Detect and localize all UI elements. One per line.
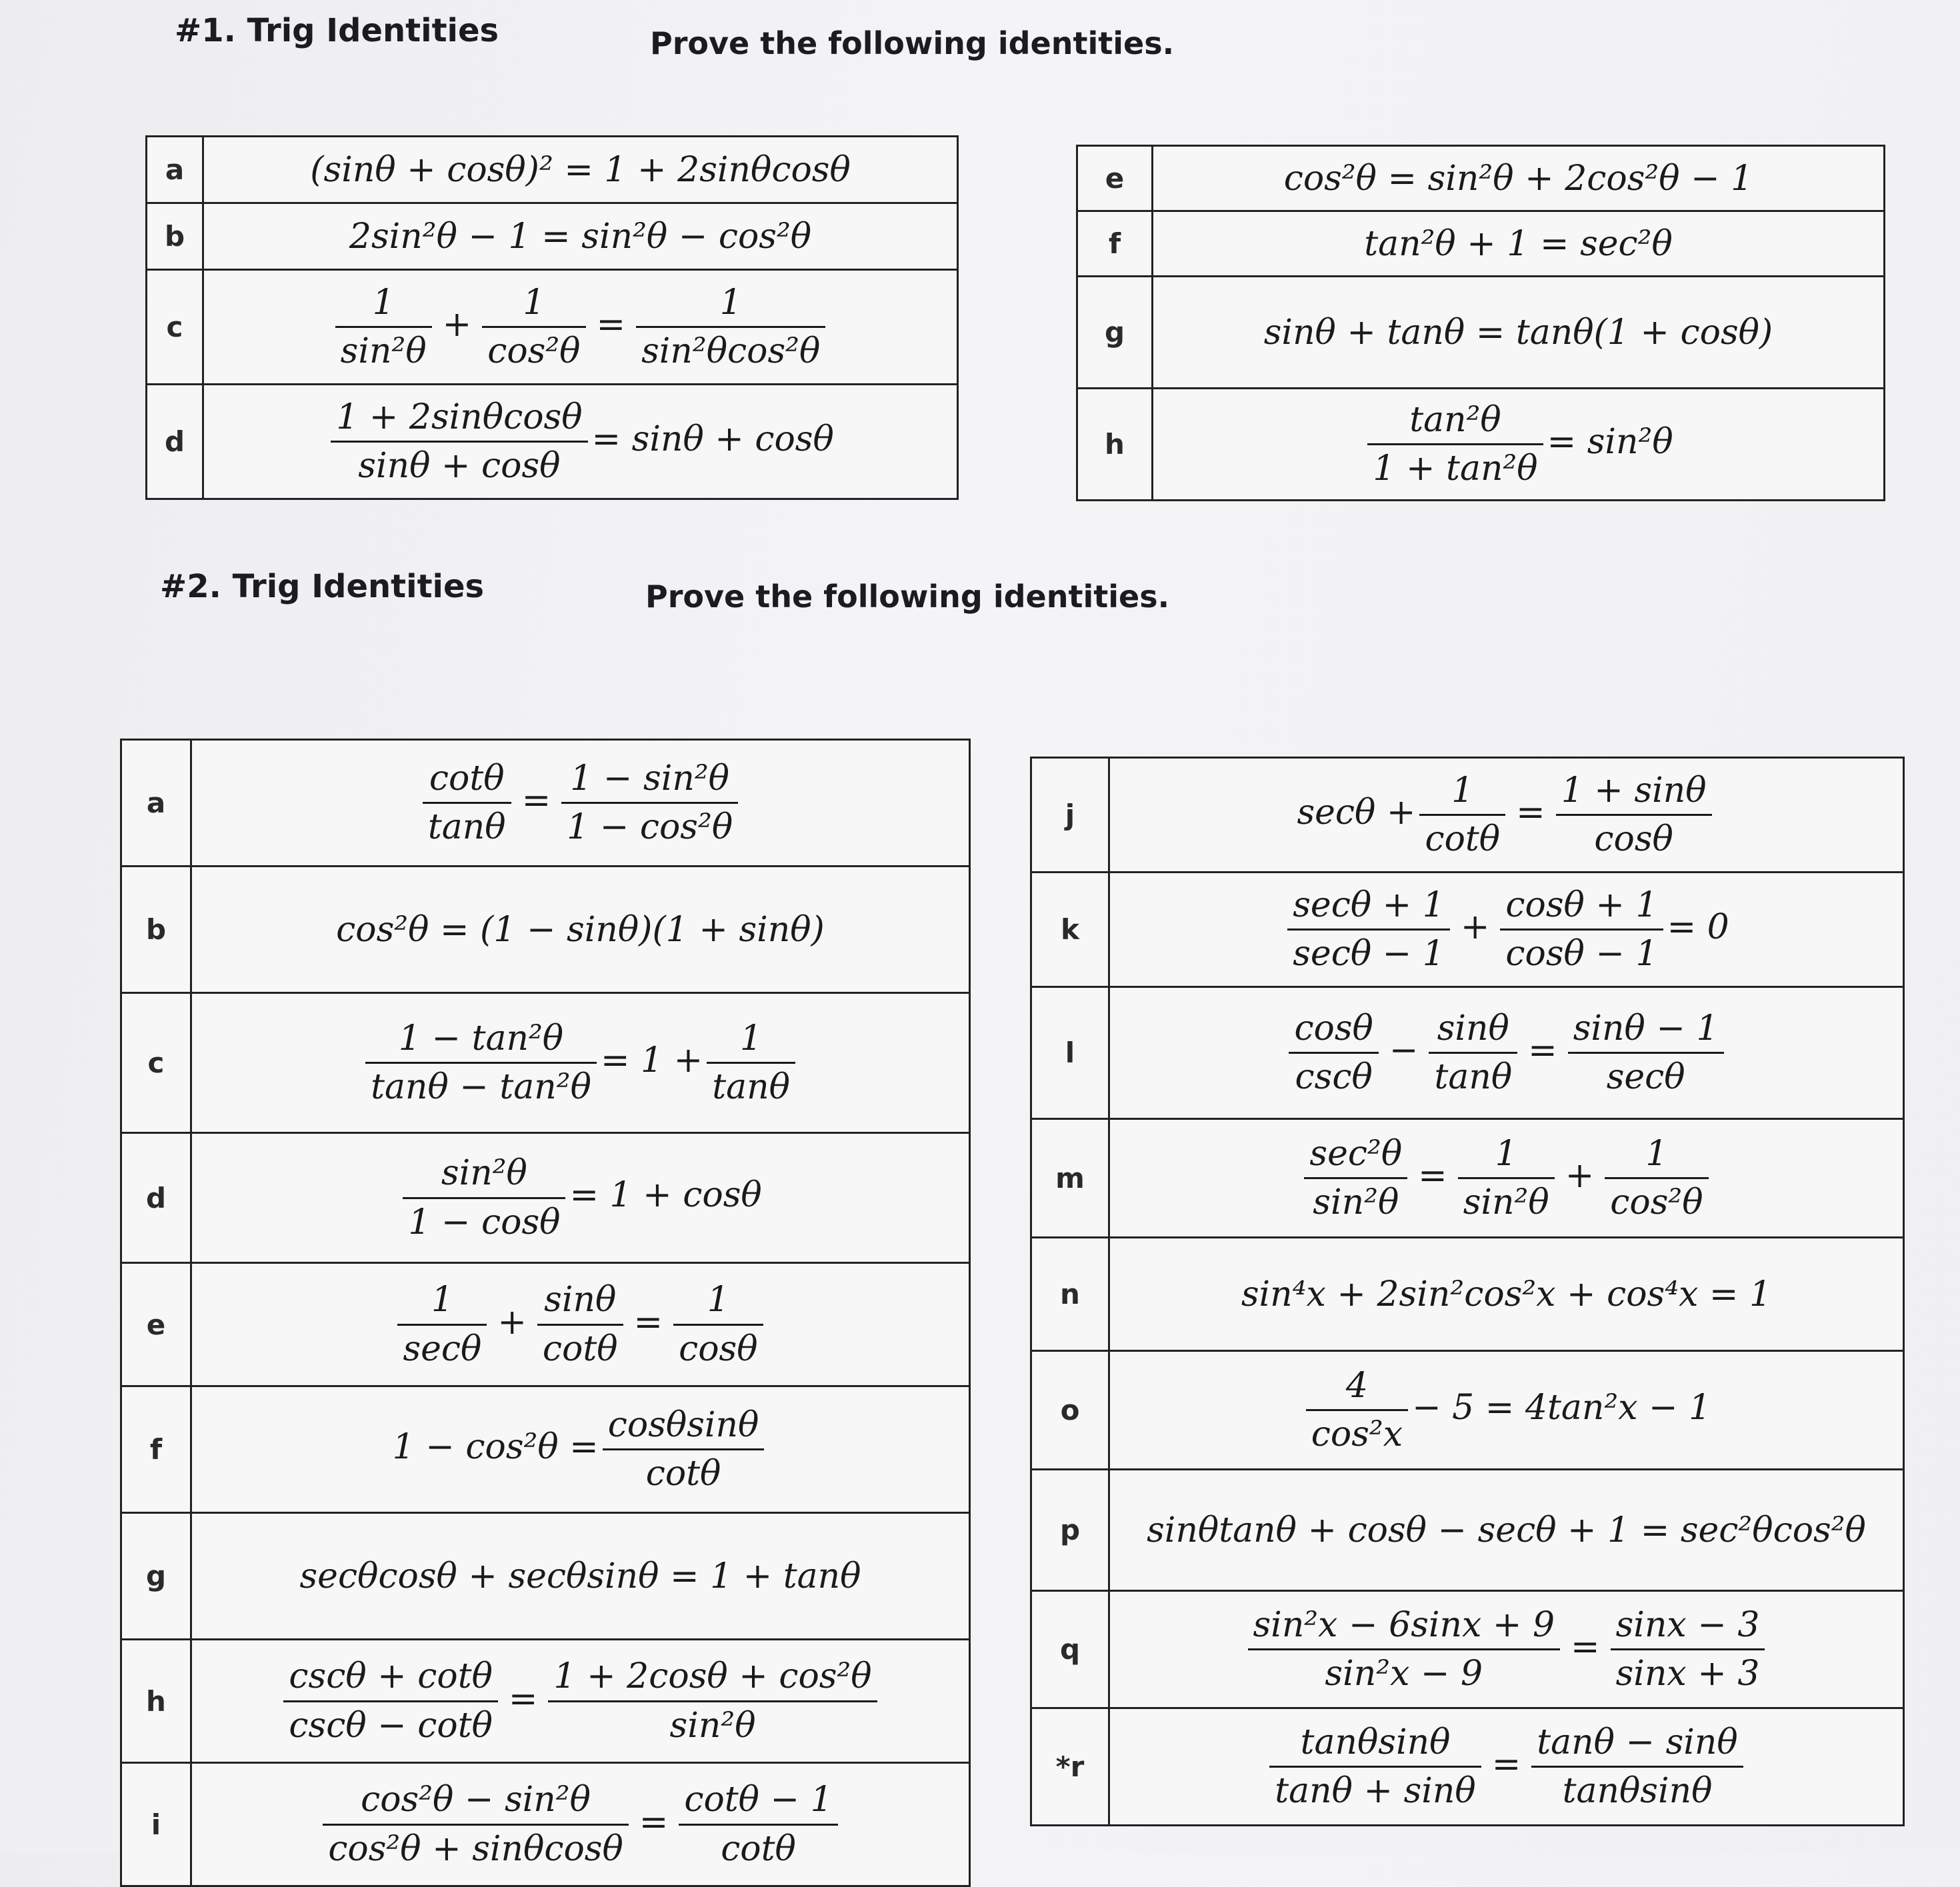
- numerator: tanθsinθ: [1300, 1722, 1451, 1762]
- identity-row: [121, 1133, 970, 1263]
- section2-instruction: Prove the following identities.: [645, 579, 1170, 615]
- operator: =: [1528, 1030, 1557, 1070]
- numerator: sin²θ: [441, 1153, 527, 1194]
- numerator: 1: [1451, 770, 1474, 811]
- denominator: sinx + 3: [1611, 1648, 1765, 1697]
- section1-heading: #1. Trig Identities: [175, 12, 499, 49]
- expression-text: sinθ + tanθ = tanθ(1 + cosθ): [1263, 312, 1773, 353]
- expression-text: 2sin²θ − 1 = sin²θ − cos²θ: [349, 216, 812, 257]
- identity-equation: [191, 1513, 970, 1640]
- fraction: [1568, 1005, 1724, 1100]
- denominator: tanθ: [423, 802, 511, 851]
- denominator: tanθ: [1429, 1052, 1517, 1100]
- section2-left-table: [120, 739, 971, 1887]
- numerator: 1 − tan²θ: [398, 1018, 564, 1058]
- fraction: [707, 1015, 795, 1110]
- fraction: [335, 279, 432, 375]
- identity-label: o: [1031, 1351, 1109, 1470]
- denominator: secθ: [1568, 1052, 1724, 1100]
- fraction: [1289, 1005, 1378, 1100]
- fraction: [423, 755, 511, 851]
- denominator: cosθ: [1556, 814, 1712, 863]
- identity-label: g: [1077, 277, 1153, 389]
- expression-text: secθcosθ + secθsinθ = 1 + tanθ: [299, 1556, 861, 1596]
- numerator: cosθ + 1: [1505, 885, 1658, 925]
- identity-row: [1031, 1708, 1904, 1826]
- identity-label: b: [147, 203, 203, 270]
- denominator: cotθ: [603, 1448, 765, 1497]
- denominator: secθ: [397, 1324, 487, 1372]
- fraction: [1306, 1362, 1408, 1458]
- denominator: sin²θcos²θ: [636, 326, 825, 375]
- operator: =: [521, 781, 551, 821]
- fraction: [1531, 1719, 1743, 1814]
- denominator: cos²θ + sinθcosθ: [323, 1824, 628, 1872]
- identity-label: l: [1031, 987, 1109, 1119]
- expression-text: = 1 +: [600, 1040, 703, 1080]
- operator: =: [1571, 1627, 1600, 1667]
- identity-row: [1077, 277, 1885, 389]
- fraction: [1287, 882, 1450, 977]
- identity-equation: [1109, 1238, 1904, 1351]
- numerator: 1 − sin²θ: [570, 758, 729, 799]
- denominator: cos²θ: [1605, 1177, 1708, 1226]
- fraction: [1458, 1130, 1555, 1226]
- identity-equation: [191, 1386, 970, 1513]
- identity-label: c: [147, 270, 203, 385]
- numerator: tan²θ: [1409, 399, 1501, 440]
- numerator: 1: [1645, 1133, 1668, 1174]
- operator: =: [508, 1678, 538, 1719]
- fraction: [283, 1653, 498, 1748]
- operator: −: [1389, 1030, 1419, 1070]
- operator: +: [497, 1302, 527, 1342]
- identity-row: [121, 1640, 970, 1763]
- identity-label: f: [1077, 211, 1153, 277]
- identity-equation: [191, 993, 970, 1133]
- denominator: secθ − 1: [1287, 929, 1450, 977]
- operator: +: [1565, 1156, 1595, 1196]
- numerator: tanθ − sinθ: [1537, 1722, 1738, 1762]
- denominator: 1 + tan²θ: [1367, 443, 1543, 492]
- identity-equation: [203, 385, 958, 499]
- operator: =: [1516, 793, 1545, 833]
- fraction: [365, 1015, 597, 1110]
- identity-equation: [203, 270, 958, 385]
- fraction: [548, 1653, 877, 1748]
- denominator: tanθ + sinθ: [1269, 1766, 1481, 1814]
- identity-row: [147, 137, 958, 203]
- identity-row: [147, 270, 958, 385]
- fraction: [1500, 882, 1663, 977]
- identity-equation: [191, 1133, 970, 1263]
- identity-label: b: [121, 867, 191, 993]
- fraction: [1611, 1602, 1765, 1697]
- identity-row: [1031, 987, 1904, 1119]
- operator: +: [442, 305, 472, 345]
- numerator: 4: [1345, 1365, 1368, 1406]
- denominator: cotθ: [537, 1324, 623, 1372]
- identity-label: k: [1031, 873, 1109, 987]
- numerator: 1: [523, 282, 545, 323]
- expression-text: sin⁴x + 2sin²cos²x + cos⁴x = 1: [1241, 1274, 1772, 1314]
- fraction: [537, 1276, 623, 1372]
- denominator: sin²θ: [335, 326, 432, 375]
- identity-row: [121, 993, 970, 1133]
- identity-label: q: [1031, 1591, 1109, 1708]
- identity-row: [121, 1263, 970, 1386]
- numerator: sec²θ: [1309, 1133, 1403, 1174]
- identity-label: f: [121, 1386, 191, 1513]
- numerator: sinx − 3: [1615, 1604, 1760, 1645]
- identity-row: [1031, 1470, 1904, 1591]
- identity-equation: [1153, 146, 1885, 211]
- identity-equation: [1109, 1470, 1904, 1591]
- identity-label: m: [1031, 1119, 1109, 1238]
- identity-equation: [191, 740, 970, 867]
- fraction: [561, 755, 738, 851]
- denominator: cscθ − cotθ: [283, 1700, 498, 1749]
- fraction: [603, 1402, 765, 1497]
- identity-equation: [1109, 873, 1904, 987]
- numerator: cos²θ − sin²θ: [361, 1780, 591, 1820]
- fraction: [1269, 1719, 1481, 1814]
- identity-row: [121, 740, 970, 867]
- numerator: 1: [719, 282, 742, 323]
- identity-equation: [203, 137, 958, 203]
- operator: +: [1460, 907, 1490, 947]
- identity-label: h: [121, 1640, 191, 1763]
- identity-row: [1031, 873, 1904, 987]
- denominator: 1 − cos²θ: [561, 802, 738, 851]
- identity-label: e: [1077, 146, 1153, 211]
- numerator: sinθ − 1: [1573, 1008, 1719, 1048]
- numerator: 1: [431, 1280, 453, 1320]
- denominator: cotθ: [679, 1824, 837, 1872]
- fraction: [331, 394, 587, 489]
- section1-left-table: [145, 135, 959, 500]
- identity-row: [121, 1386, 970, 1513]
- identity-equation: [1109, 1119, 1904, 1238]
- expression-text: = sinθ + cosθ: [591, 419, 834, 459]
- identity-row: [1077, 146, 1885, 211]
- identity-equation: [191, 1263, 970, 1386]
- numerator: 1 + 2cosθ + cos²θ: [553, 1656, 872, 1697]
- identity-row: [1031, 1591, 1904, 1708]
- fraction: [673, 1276, 763, 1372]
- denominator: sin²x − 9: [1248, 1648, 1561, 1697]
- expression-text: tan²θ + 1 = sec²θ: [1364, 223, 1673, 264]
- expression-text: cos²θ = sin²θ + 2cos²θ − 1: [1283, 158, 1753, 199]
- identity-row: [121, 1513, 970, 1640]
- denominator: sin²θ: [548, 1700, 877, 1749]
- denominator: cos²x: [1306, 1409, 1408, 1458]
- identity-label: a: [121, 740, 191, 867]
- identity-row: [121, 1763, 970, 1886]
- fraction: [1429, 1005, 1517, 1100]
- denominator: tanθ − tan²θ: [365, 1062, 597, 1110]
- numerator: 1 + 2sinθcosθ: [336, 397, 583, 437]
- expression-text: (sinθ + cosθ)² = 1 + 2sinθcosθ: [310, 149, 851, 190]
- expression-text: sinθtanθ + cosθ − secθ + 1 = sec²θcos²θ: [1147, 1510, 1866, 1550]
- operator: =: [633, 1302, 663, 1342]
- fraction: [1304, 1130, 1407, 1226]
- identity-equation: [191, 1763, 970, 1886]
- fraction: [323, 1776, 628, 1872]
- identity-label: g: [121, 1513, 191, 1640]
- identity-label: *r: [1031, 1708, 1109, 1826]
- identity-row: [1031, 1238, 1904, 1351]
- identity-equation: [1109, 1351, 1904, 1470]
- numerator: sinθ: [544, 1280, 617, 1320]
- identity-row: [147, 385, 958, 499]
- identity-label: j: [1031, 758, 1109, 873]
- expression-text: 1 − cos²θ =: [392, 1427, 599, 1467]
- identity-label: c: [121, 993, 191, 1133]
- fraction: [1419, 767, 1505, 863]
- numerator: sinθ: [1437, 1008, 1509, 1048]
- identity-label: a: [147, 137, 203, 203]
- fraction: [403, 1150, 565, 1245]
- numerator: 1 + sinθ: [1561, 770, 1707, 811]
- fraction: [1367, 397, 1543, 492]
- section2-heading: #2. Trig Identities: [160, 568, 485, 605]
- identity-row: [1031, 1351, 1904, 1470]
- fraction: [679, 1776, 837, 1872]
- numerator: cotθ: [429, 758, 505, 799]
- section1-right-table: [1076, 145, 1885, 501]
- numerator: 1: [740, 1018, 763, 1058]
- numerator: 1: [1495, 1133, 1517, 1174]
- identity-label: p: [1031, 1470, 1109, 1591]
- fraction: [636, 279, 825, 375]
- identity-equation: [1153, 211, 1885, 277]
- fraction: [1248, 1602, 1561, 1697]
- fraction: [1605, 1130, 1708, 1226]
- denominator: 1 − cosθ: [403, 1197, 565, 1246]
- section2-right-table: [1030, 757, 1905, 1826]
- expression-text: secθ +: [1297, 793, 1416, 833]
- identity-equation: [191, 867, 970, 993]
- section1-instruction: Prove the following identities.: [650, 25, 1175, 61]
- denominator: tanθ: [707, 1062, 795, 1110]
- identity-row: [1077, 389, 1885, 501]
- numerator: cosθ: [1294, 1008, 1373, 1048]
- identity-label: d: [147, 385, 203, 499]
- expression-text: = 0: [1667, 907, 1729, 947]
- identity-label: h: [1077, 389, 1153, 501]
- denominator: cscθ: [1289, 1052, 1378, 1100]
- denominator: sin²θ: [1304, 1177, 1407, 1226]
- numerator: cotθ − 1: [684, 1780, 833, 1820]
- identity-equation: [203, 203, 958, 270]
- numerator: 1: [707, 1280, 729, 1320]
- identity-equation: [1109, 1708, 1904, 1826]
- expression-text: cos²θ = (1 − sinθ)(1 + sinθ): [336, 909, 825, 950]
- identity-label: d: [121, 1133, 191, 1263]
- operator: =: [639, 1802, 669, 1842]
- fraction: [397, 1276, 487, 1372]
- identity-row: [1077, 211, 1885, 277]
- identity-label: n: [1031, 1238, 1109, 1351]
- denominator: sinθ + cosθ: [331, 441, 587, 489]
- identity-equation: [1153, 277, 1885, 389]
- expression-text: − 5 = 4tan²x − 1: [1412, 1388, 1711, 1428]
- identity-label: e: [121, 1263, 191, 1386]
- identity-row: [1031, 1119, 1904, 1238]
- identity-equation: [1109, 758, 1904, 873]
- fraction: [1556, 767, 1712, 863]
- operator: =: [596, 305, 626, 345]
- fraction: [482, 279, 585, 375]
- identity-equation: [191, 1640, 970, 1763]
- identity-equation: [1153, 389, 1885, 501]
- operator: =: [1491, 1744, 1521, 1784]
- numerator: cscθ + cotθ: [289, 1656, 493, 1697]
- identity-equation: [1109, 987, 1904, 1119]
- identity-label: i: [121, 1763, 191, 1886]
- numerator: sin²x − 6sinx + 9: [1253, 1604, 1555, 1645]
- denominator: sin²θ: [1458, 1177, 1555, 1226]
- operator: =: [1418, 1156, 1447, 1196]
- expression-text: = sin²θ: [1547, 422, 1673, 462]
- denominator: cos²θ: [482, 326, 585, 375]
- expression-text: = 1 + cosθ: [569, 1175, 762, 1216]
- identity-row: [121, 867, 970, 993]
- identity-row: [147, 203, 958, 270]
- denominator: cotθ: [1419, 814, 1505, 863]
- identity-equation: [1109, 1591, 1904, 1708]
- numerator: cosθsinθ: [607, 1404, 759, 1445]
- numerator: secθ + 1: [1293, 885, 1445, 925]
- denominator: tanθsinθ: [1531, 1766, 1743, 1814]
- identity-row: [1031, 758, 1904, 873]
- denominator: cosθ − 1: [1500, 929, 1663, 977]
- numerator: 1: [372, 282, 395, 323]
- denominator: cosθ: [673, 1324, 763, 1372]
